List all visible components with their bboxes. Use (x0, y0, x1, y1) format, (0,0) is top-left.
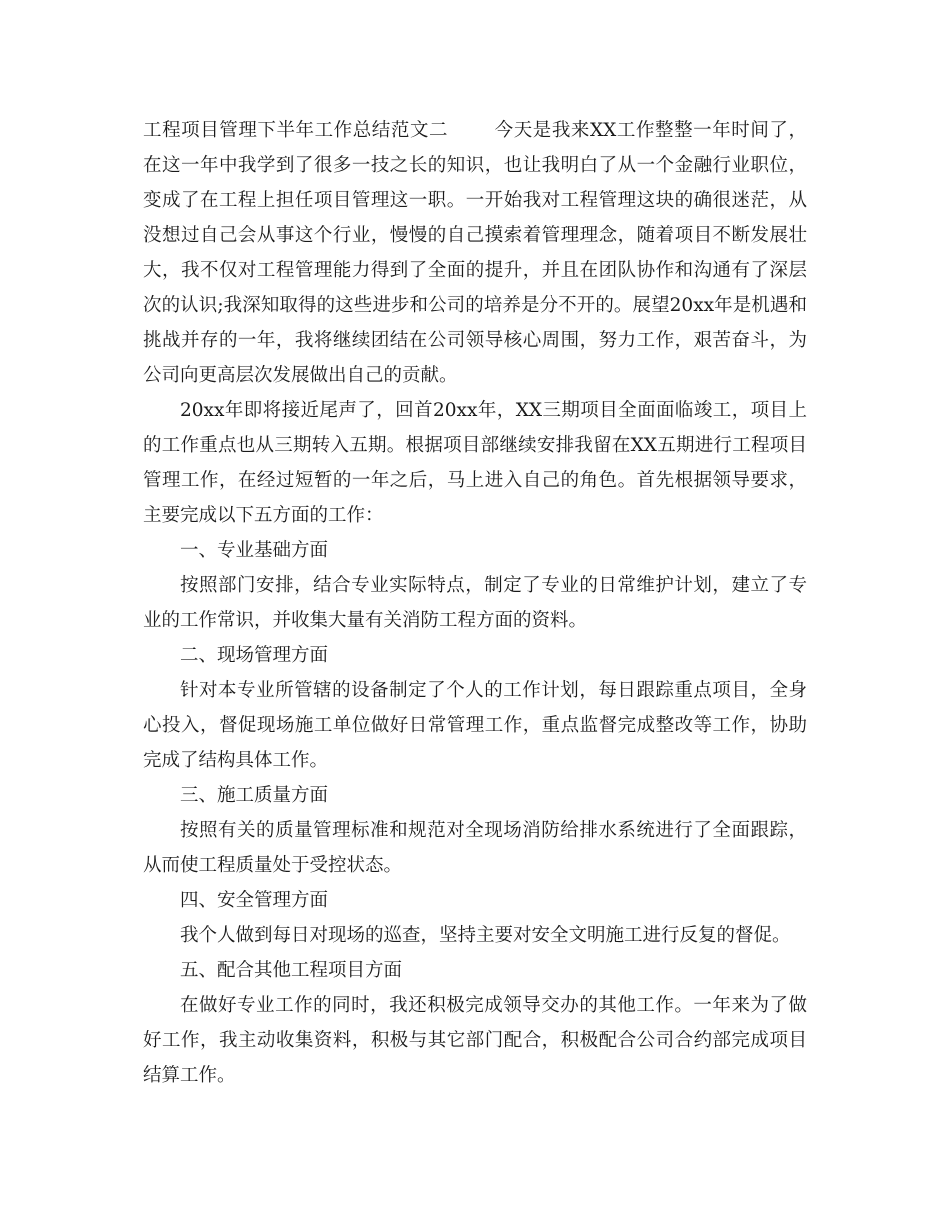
section-body-2: 针对本专业所管辖的设备制定了个人的工作计划，每日跟踪重点项目，全身心投入，督促现场施工单位做好日常管理工作，重点监督完成整改等工作，协助完成了结构具体工作。 (143, 680, 807, 771)
intro-paragraph (143, 113, 807, 393)
section-heading-3: 三、施工质量方面 (180, 785, 329, 806)
section-heading-5: 五、配合其他工程项目方面 (180, 960, 403, 981)
document-title: 工程项目管理下半年工作总结范文二 (143, 120, 449, 141)
section-body-4: 我个人做到每日对现场的巡查，坚持主要对安全文明施工进行反复的督促。 (180, 925, 791, 946)
section-body-3: 按照有关的质量管理标准和规范对全现场消防给排水系统进行了全面跟踪，从而使工程质量处于受控状态。 (143, 820, 807, 876)
section-heading-4: 四、安全管理方面 (180, 890, 329, 911)
intro-text: 今天是我来XX工作整整一年时间了，在这一年中我学到了很多一技之长的知识，也让我明白了从一个金融行业职位，变成了在工程上担任项目管理这一职。一开始我对工程管理这块的确很迷茫，从没想过自己会从事这个行业，慢慢的自己摸索着管理理念，随着项目不断发展壮大，我不仅对工程管理能力得到了全面的提升，并且在团队协作和沟通有了深层次的认识;我深知取得的这些进步和公司的培养是分不开的。展望20xx年是机遇和挑战并存的一年，我将继续团结在公司领导核心周围，努力工作，艰苦奋斗，为公司向更高层次发展做出自己的贡献。 (143, 120, 807, 386)
section-heading-1: 一、专业基础方面 (180, 540, 329, 561)
section-heading-2: 二、现场管理方面 (180, 645, 329, 666)
section-body-5: 在做好专业工作的同时，我还积极完成领导交办的其他工作。一年来为了做好工作，我主动收集资料，积极与其它部门配合，积极配合公司合约部完成项目结算工作。 (143, 995, 807, 1086)
document-body (143, 113, 807, 1093)
paragraph-2: 20xx年即将接近尾声了，回首20xx年，XX三期项目全面面临竣工，项目上的工作重点也从三期转入五期。根据项目部继续安排我留在XX五期进行工程项目管理工作，在经过短暂的一年之后，马上进入自己的角色。首先根据领导要求，主要完成以下五方面的工作： (143, 400, 807, 526)
section-body-1: 按照部门安排，结合专业实际特点，制定了专业的日常维护计划，建立了专业的工作常识，并收集大量有关消防工程方面的资料。 (143, 575, 807, 631)
